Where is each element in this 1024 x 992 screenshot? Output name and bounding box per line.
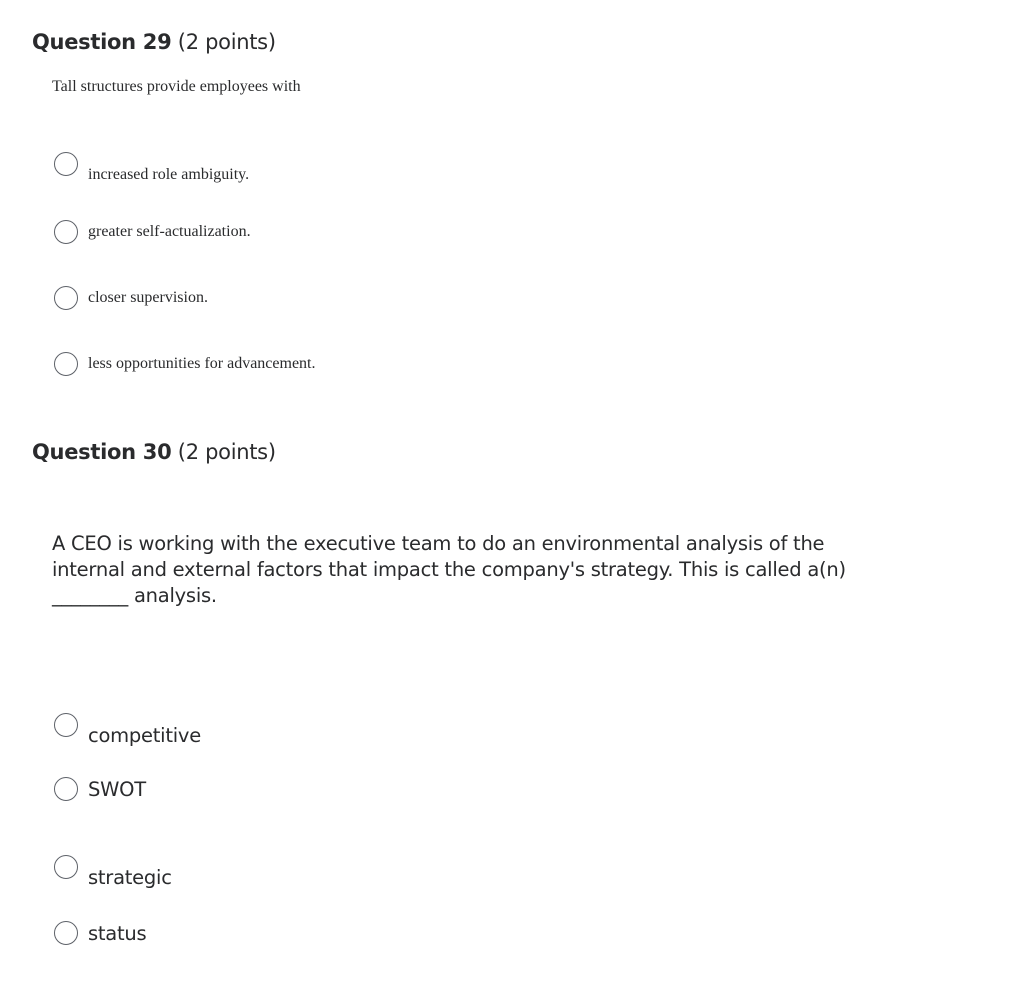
q30-option-3[interactable] (54, 844, 172, 889)
question-29-header (32, 30, 276, 54)
option-label: SWOT (88, 777, 146, 801)
prompt-line: A CEO is working with the executive team to do an environmental analysis of the (52, 532, 825, 555)
option-label: greater self-actualization. (88, 223, 251, 240)
radio-button-icon[interactable] (54, 921, 78, 945)
radio-button-icon[interactable] (54, 855, 78, 879)
question-number: Question 30 (32, 440, 172, 464)
q30-option-2[interactable] (54, 777, 146, 801)
radio-button-icon[interactable] (54, 152, 78, 176)
question-30-header (32, 440, 276, 464)
q29-option-1[interactable] (54, 144, 249, 184)
question-points: (2 points) (177, 30, 276, 54)
option-label: increased role ambiguity. (88, 166, 250, 183)
q29-option-3[interactable] (54, 286, 208, 310)
option-label: closer supervision. (88, 289, 208, 306)
option-label: less opportunities for advancement. (88, 355, 316, 372)
radio-button-icon[interactable] (54, 713, 78, 737)
prompt-line: internal and external factors that impact the company's strategy. This is called a(n) (52, 558, 846, 581)
q30-option-1[interactable] (54, 702, 201, 747)
radio-button-icon[interactable] (54, 777, 78, 801)
prompt-line: ________ analysis. (52, 584, 217, 607)
question-number: Question 29 (32, 30, 172, 54)
question-points: (2 points) (177, 440, 276, 464)
option-label: strategic (88, 866, 172, 889)
q30-option-4[interactable] (54, 921, 146, 945)
question-29-prompt: Tall structures provide employees with (52, 78, 301, 95)
option-label: status (88, 921, 147, 945)
radio-button-icon[interactable] (54, 286, 78, 310)
option-label: competitive (88, 724, 201, 747)
q29-option-2[interactable] (54, 220, 251, 244)
q29-option-4[interactable] (54, 352, 316, 376)
radio-button-icon[interactable] (54, 352, 78, 376)
radio-button-icon[interactable] (54, 220, 78, 244)
question-30-prompt (52, 531, 892, 609)
